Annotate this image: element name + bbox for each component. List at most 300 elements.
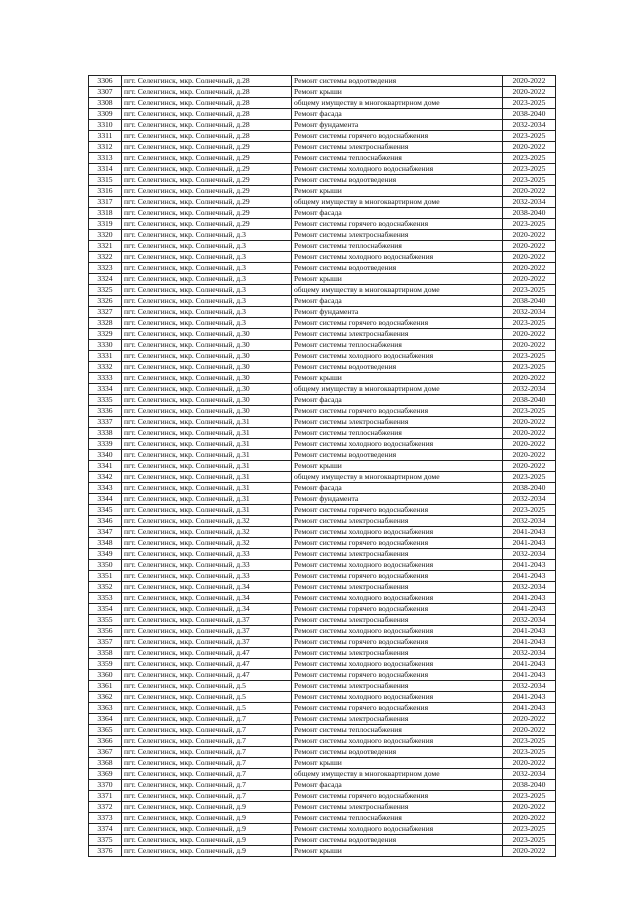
table-row [89, 98, 556, 109]
period-cell: 2020-2022 [503, 252, 556, 263]
work-type-cell: Ремонт системы горячего водоснабжения [292, 318, 503, 329]
work-type-cell: Ремонт системы горячего водоснабжения [292, 406, 503, 417]
row-number-cell: 3307 [89, 87, 122, 98]
row-number-cell: 3372 [89, 802, 122, 813]
work-type-cell: общему имуществу в многоквартирном доме [292, 384, 503, 395]
address-cell: пгт. Селенгинск, мкр. Солнечный, д.28 [122, 109, 292, 120]
address-cell: пгт. Селенгинск, мкр. Солнечный, д.47 [122, 659, 292, 670]
work-type-cell: Ремонт фасада [292, 395, 503, 406]
period-cell: 2020-2022 [503, 758, 556, 769]
table-row [89, 692, 556, 703]
table-row [89, 384, 556, 395]
work-type-cell: Ремонт системы теплоснабжения [292, 725, 503, 736]
table-row [89, 703, 556, 714]
address-cell: пгт. Селенгинск, мкр. Солнечный, д.34 [122, 604, 292, 615]
address-cell: пгт. Селенгинск, мкр. Солнечный, д.3 [122, 230, 292, 241]
work-type-cell: Ремонт системы холодного водоснабжения [292, 252, 503, 263]
work-type-cell: Ремонт системы водоотведения [292, 175, 503, 186]
table-row [89, 802, 556, 813]
address-cell: пгт. Селенгинск, мкр. Солнечный, д.28 [122, 131, 292, 142]
address-cell: пгт. Селенгинск, мкр. Солнечный, д.7 [122, 747, 292, 758]
period-cell: 2032-2034 [503, 549, 556, 560]
row-number-cell: 3356 [89, 626, 122, 637]
row-number-cell: 3349 [89, 549, 122, 560]
address-cell: пгт. Селенгинск, мкр. Солнечный, д.30 [122, 384, 292, 395]
address-cell: пгт. Селенгинск, мкр. Солнечный, д.3 [122, 263, 292, 274]
period-cell: 2041-2043 [503, 626, 556, 637]
period-cell: 2023-2025 [503, 153, 556, 164]
table-row [89, 648, 556, 659]
period-cell: 2023-2025 [503, 505, 556, 516]
table-row [89, 747, 556, 758]
work-type-cell: Ремонт системы горячего водоснабжения [292, 703, 503, 714]
period-cell: 2023-2025 [503, 472, 556, 483]
table-row [89, 197, 556, 208]
table-row [89, 395, 556, 406]
row-number-cell: 3345 [89, 505, 122, 516]
work-type-cell: Ремонт системы теплоснабжения [292, 428, 503, 439]
period-cell: 2020-2022 [503, 450, 556, 461]
row-number-cell: 3352 [89, 582, 122, 593]
address-cell: пгт. Селенгинск, мкр. Солнечный, д.9 [122, 802, 292, 813]
address-cell: пгт. Селенгинск, мкр. Солнечный, д.29 [122, 197, 292, 208]
row-number-cell: 3363 [89, 703, 122, 714]
table-body [89, 76, 556, 857]
row-number-cell: 3370 [89, 780, 122, 791]
period-cell: 2020-2022 [503, 329, 556, 340]
period-cell: 2020-2022 [503, 714, 556, 725]
period-cell: 2023-2025 [503, 98, 556, 109]
work-type-cell: Ремонт системы теплоснабжения [292, 153, 503, 164]
period-cell: 2023-2025 [503, 791, 556, 802]
period-cell: 2020-2022 [503, 802, 556, 813]
work-type-cell: Ремонт крыши [292, 461, 503, 472]
period-cell: 2041-2043 [503, 659, 556, 670]
period-cell: 2038-2040 [503, 208, 556, 219]
period-cell: 2023-2025 [503, 318, 556, 329]
address-cell: пгт. Селенгинск, мкр. Солнечный, д.33 [122, 549, 292, 560]
work-type-cell: Ремонт системы холодного водоснабжения [292, 593, 503, 604]
address-cell: пгт. Селенгинск, мкр. Солнечный, д.3 [122, 274, 292, 285]
address-cell: пгт. Селенгинск, мкр. Солнечный, д.30 [122, 362, 292, 373]
work-type-cell: Ремонт фундамента [292, 307, 503, 318]
table-row [89, 329, 556, 340]
address-cell: пгт. Селенгинск, мкр. Солнечный, д.31 [122, 494, 292, 505]
period-cell: 2032-2034 [503, 384, 556, 395]
period-cell: 2020-2022 [503, 186, 556, 197]
address-cell: пгт. Селенгинск, мкр. Солнечный, д.31 [122, 505, 292, 516]
work-type-cell: Ремонт системы электроснабжения [292, 714, 503, 725]
row-number-cell: 3317 [89, 197, 122, 208]
period-cell: 2020-2022 [503, 417, 556, 428]
period-cell: 2032-2034 [503, 120, 556, 131]
period-cell: 2020-2022 [503, 373, 556, 384]
address-cell: пгт. Селенгинск, мкр. Солнечный, д.5 [122, 703, 292, 714]
row-number-cell: 3313 [89, 153, 122, 164]
period-cell: 2023-2025 [503, 362, 556, 373]
address-cell: пгт. Селенгинск, мкр. Солнечный, д.7 [122, 780, 292, 791]
table-row [89, 604, 556, 615]
period-cell: 2023-2025 [503, 219, 556, 230]
work-type-cell: Ремонт фасада [292, 483, 503, 494]
table-row [89, 791, 556, 802]
address-cell: пгт. Селенгинск, мкр. Солнечный, д.29 [122, 186, 292, 197]
work-type-cell: Ремонт фасада [292, 780, 503, 791]
table-row [89, 615, 556, 626]
work-type-cell: Ремонт системы горячего водоснабжения [292, 538, 503, 549]
row-number-cell: 3328 [89, 318, 122, 329]
period-cell: 2023-2025 [503, 351, 556, 362]
work-type-cell: Ремонт системы холодного водоснабжения [292, 692, 503, 703]
row-number-cell: 3361 [89, 681, 122, 692]
table-row [89, 505, 556, 516]
row-number-cell: 3368 [89, 758, 122, 769]
table-row [89, 824, 556, 835]
period-cell: 2020-2022 [503, 439, 556, 450]
row-number-cell: 3306 [89, 76, 122, 87]
address-cell: пгт. Селенгинск, мкр. Солнечный, д.7 [122, 769, 292, 780]
address-cell: пгт. Селенгинск, мкр. Солнечный, д.7 [122, 725, 292, 736]
work-type-cell: Ремонт системы холодного водоснабжения [292, 824, 503, 835]
period-cell: 2023-2025 [503, 164, 556, 175]
address-cell: пгт. Селенгинск, мкр. Солнечный, д.3 [122, 307, 292, 318]
table-row [89, 285, 556, 296]
table-row [89, 769, 556, 780]
work-type-cell: Ремонт системы холодного водоснабжения [292, 560, 503, 571]
row-number-cell: 3314 [89, 164, 122, 175]
row-number-cell: 3329 [89, 329, 122, 340]
address-cell: пгт. Селенгинск, мкр. Солнечный, д.9 [122, 835, 292, 846]
row-number-cell: 3341 [89, 461, 122, 472]
row-number-cell: 3310 [89, 120, 122, 131]
table-row [89, 560, 556, 571]
period-cell: 2023-2025 [503, 736, 556, 747]
period-cell: 2023-2025 [503, 824, 556, 835]
row-number-cell: 3375 [89, 835, 122, 846]
address-cell: пгт. Селенгинск, мкр. Солнечный, д.34 [122, 582, 292, 593]
row-number-cell: 3326 [89, 296, 122, 307]
row-number-cell: 3336 [89, 406, 122, 417]
address-cell: пгт. Селенгинск, мкр. Солнечный, д.31 [122, 439, 292, 450]
table-row [89, 318, 556, 329]
work-type-cell: Ремонт системы электроснабжения [292, 417, 503, 428]
table-row [89, 637, 556, 648]
work-type-cell: Ремонт системы холодного водоснабжения [292, 439, 503, 450]
table-row [89, 494, 556, 505]
work-type-cell: общему имуществу в многоквартирном доме [292, 769, 503, 780]
work-type-cell: общему имуществу в многоквартирном доме [292, 197, 503, 208]
table-row [89, 76, 556, 87]
table-row [89, 219, 556, 230]
table-row [89, 527, 556, 538]
table-row [89, 483, 556, 494]
address-cell: пгт. Селенгинск, мкр. Солнечный, д.37 [122, 637, 292, 648]
period-cell: 2020-2022 [503, 813, 556, 824]
row-number-cell: 3327 [89, 307, 122, 318]
work-type-cell: Ремонт фундамента [292, 494, 503, 505]
address-cell: пгт. Селенгинск, мкр. Солнечный, д.31 [122, 450, 292, 461]
address-cell: пгт. Селенгинск, мкр. Солнечный, д.28 [122, 120, 292, 131]
row-number-cell: 3343 [89, 483, 122, 494]
address-cell: пгт. Селенгинск, мкр. Солнечный, д.31 [122, 417, 292, 428]
row-number-cell: 3358 [89, 648, 122, 659]
table-row [89, 516, 556, 527]
row-number-cell: 3344 [89, 494, 122, 505]
period-cell: 2020-2022 [503, 461, 556, 472]
work-type-cell: Ремонт системы холодного водоснабжения [292, 351, 503, 362]
work-type-cell: Ремонт системы теплоснабжения [292, 340, 503, 351]
row-number-cell: 3323 [89, 263, 122, 274]
row-number-cell: 3364 [89, 714, 122, 725]
period-cell: 2041-2043 [503, 593, 556, 604]
work-type-cell: Ремонт системы водоотведения [292, 450, 503, 461]
period-cell: 2041-2043 [503, 703, 556, 714]
address-cell: пгт. Селенгинск, мкр. Солнечный, д.29 [122, 142, 292, 153]
address-cell: пгт. Селенгинск, мкр. Солнечный, д.31 [122, 461, 292, 472]
table-row [89, 472, 556, 483]
row-number-cell: 3309 [89, 109, 122, 120]
address-cell: пгт. Селенгинск, мкр. Солнечный, д.3 [122, 252, 292, 263]
period-cell: 2032-2034 [503, 648, 556, 659]
row-number-cell: 3366 [89, 736, 122, 747]
address-cell: пгт. Селенгинск, мкр. Солнечный, д.28 [122, 98, 292, 109]
work-type-cell: Ремонт системы электроснабжения [292, 230, 503, 241]
work-type-cell: Ремонт крыши [292, 846, 503, 857]
table-row [89, 362, 556, 373]
table-row [89, 307, 556, 318]
row-number-cell: 3334 [89, 384, 122, 395]
row-number-cell: 3325 [89, 285, 122, 296]
address-cell: пгт. Селенгинск, мкр. Солнечный, д.29 [122, 219, 292, 230]
period-cell: 2041-2043 [503, 670, 556, 681]
work-type-cell: общему имуществу в многоквартирном доме [292, 285, 503, 296]
row-number-cell: 3362 [89, 692, 122, 703]
table-row [89, 428, 556, 439]
period-cell: 2041-2043 [503, 604, 556, 615]
row-number-cell: 3355 [89, 615, 122, 626]
work-type-cell: Ремонт системы горячего водоснабжения [292, 131, 503, 142]
row-number-cell: 3369 [89, 769, 122, 780]
period-cell: 2038-2040 [503, 109, 556, 120]
table-row [89, 835, 556, 846]
row-number-cell: 3331 [89, 351, 122, 362]
row-number-cell: 3333 [89, 373, 122, 384]
period-cell: 2032-2034 [503, 516, 556, 527]
table-row [89, 461, 556, 472]
row-number-cell: 3335 [89, 395, 122, 406]
address-cell: пгт. Селенгинск, мкр. Солнечный, д.32 [122, 538, 292, 549]
table-row [89, 670, 556, 681]
table-row [89, 450, 556, 461]
period-cell: 2020-2022 [503, 241, 556, 252]
period-cell: 2020-2022 [503, 230, 556, 241]
address-cell: пгт. Селенгинск, мкр. Солнечный, д.30 [122, 351, 292, 362]
work-type-cell: Ремонт системы холодного водоснабжения [292, 626, 503, 637]
work-type-cell: Ремонт системы электроснабжения [292, 582, 503, 593]
table-row [89, 736, 556, 747]
period-cell: 2023-2025 [503, 285, 556, 296]
row-number-cell: 3339 [89, 439, 122, 450]
address-cell: пгт. Селенгинск, мкр. Солнечный, д.3 [122, 241, 292, 252]
period-cell: 2023-2025 [503, 835, 556, 846]
period-cell: 2020-2022 [503, 87, 556, 98]
table-row [89, 274, 556, 285]
table-row [89, 230, 556, 241]
table-row [89, 131, 556, 142]
address-cell: пгт. Селенгинск, мкр. Солнечный, д.32 [122, 527, 292, 538]
work-type-cell: Ремонт системы электроснабжения [292, 802, 503, 813]
address-cell: пгт. Селенгинск, мкр. Солнечный, д.9 [122, 813, 292, 824]
work-type-cell: Ремонт системы горячего водоснабжения [292, 670, 503, 681]
table-row [89, 538, 556, 549]
work-type-cell: Ремонт системы теплоснабжения [292, 241, 503, 252]
table-row [89, 626, 556, 637]
work-type-cell: Ремонт системы горячего водоснабжения [292, 505, 503, 516]
row-number-cell: 3332 [89, 362, 122, 373]
period-cell: 2032-2034 [503, 307, 556, 318]
work-type-cell: Ремонт системы водоотведения [292, 362, 503, 373]
row-number-cell: 3319 [89, 219, 122, 230]
address-cell: пгт. Селенгинск, мкр. Солнечный, д.31 [122, 483, 292, 494]
address-cell: пгт. Селенгинск, мкр. Солнечный, д.3 [122, 296, 292, 307]
period-cell: 2020-2022 [503, 428, 556, 439]
row-number-cell: 3359 [89, 659, 122, 670]
address-cell: пгт. Селенгинск, мкр. Солнечный, д.9 [122, 846, 292, 857]
row-number-cell: 3316 [89, 186, 122, 197]
period-cell: 2038-2040 [503, 296, 556, 307]
row-number-cell: 3308 [89, 98, 122, 109]
period-cell: 2020-2022 [503, 725, 556, 736]
work-type-cell: Ремонт системы электроснабжения [292, 615, 503, 626]
address-cell: пгт. Селенгинск, мкр. Солнечный, д.30 [122, 329, 292, 340]
row-number-cell: 3360 [89, 670, 122, 681]
period-cell: 2041-2043 [503, 571, 556, 582]
table-row [89, 87, 556, 98]
row-number-cell: 3357 [89, 637, 122, 648]
work-type-cell: Ремонт крыши [292, 186, 503, 197]
repair-schedule-table [88, 75, 556, 857]
work-type-cell: общему имуществу в многоквартирном доме [292, 98, 503, 109]
row-number-cell: 3321 [89, 241, 122, 252]
period-cell: 2020-2022 [503, 846, 556, 857]
work-type-cell: Ремонт крыши [292, 373, 503, 384]
work-type-cell: Ремонт системы холодного водоснабжения [292, 659, 503, 670]
period-cell: 2020-2022 [503, 263, 556, 274]
work-type-cell: Ремонт системы электроснабжения [292, 549, 503, 560]
row-number-cell: 3337 [89, 417, 122, 428]
period-cell: 2023-2025 [503, 747, 556, 758]
row-number-cell: 3350 [89, 560, 122, 571]
period-cell: 2038-2040 [503, 483, 556, 494]
row-number-cell: 3365 [89, 725, 122, 736]
table-row [89, 340, 556, 351]
table-row [89, 373, 556, 384]
period-cell: 2041-2043 [503, 692, 556, 703]
address-cell: пгт. Селенгинск, мкр. Солнечный, д.37 [122, 626, 292, 637]
table-row [89, 593, 556, 604]
address-cell: пгт. Селенгинск, мкр. Солнечный, д.47 [122, 648, 292, 659]
work-type-cell: Ремонт системы горячего водоснабжения [292, 637, 503, 648]
row-number-cell: 3342 [89, 472, 122, 483]
row-number-cell: 3374 [89, 824, 122, 835]
row-number-cell: 3373 [89, 813, 122, 824]
address-cell: пгт. Селенгинск, мкр. Солнечный, д.32 [122, 516, 292, 527]
table-row [89, 846, 556, 857]
period-cell: 2020-2022 [503, 340, 556, 351]
table-row [89, 252, 556, 263]
address-cell: пгт. Селенгинск, мкр. Солнечный, д.7 [122, 714, 292, 725]
table-row [89, 153, 556, 164]
table-row [89, 582, 556, 593]
work-type-cell: Ремонт системы холодного водоснабжения [292, 736, 503, 747]
period-cell: 2032-2034 [503, 582, 556, 593]
table-row [89, 296, 556, 307]
period-cell: 2032-2034 [503, 197, 556, 208]
work-type-cell: Ремонт фасада [292, 109, 503, 120]
work-type-cell: Ремонт системы холодного водоснабжения [292, 164, 503, 175]
period-cell: 2032-2034 [503, 769, 556, 780]
work-type-cell: Ремонт крыши [292, 758, 503, 769]
address-cell: пгт. Селенгинск, мкр. Солнечный, д.34 [122, 593, 292, 604]
table-row [89, 186, 556, 197]
table-row [89, 681, 556, 692]
address-cell: пгт. Селенгинск, мкр. Солнечный, д.29 [122, 208, 292, 219]
period-cell: 2023-2025 [503, 406, 556, 417]
work-type-cell: Ремонт системы горячего водоснабжения [292, 571, 503, 582]
address-cell: пгт. Селенгинск, мкр. Солнечный, д.33 [122, 560, 292, 571]
row-number-cell: 3376 [89, 846, 122, 857]
work-type-cell: Ремонт системы электроснабжения [292, 648, 503, 659]
address-cell: пгт. Селенгинск, мкр. Солнечный, д.9 [122, 824, 292, 835]
row-number-cell: 3330 [89, 340, 122, 351]
period-cell: 2023-2025 [503, 131, 556, 142]
address-cell: пгт. Селенгинск, мкр. Солнечный, д.29 [122, 175, 292, 186]
table-row [89, 208, 556, 219]
work-type-cell: Ремонт системы электроснабжения [292, 681, 503, 692]
address-cell: пгт. Селенгинск, мкр. Солнечный, д.7 [122, 791, 292, 802]
work-type-cell: Ремонт системы теплоснабжения [292, 813, 503, 824]
address-cell: пгт. Селенгинск, мкр. Солнечный, д.37 [122, 615, 292, 626]
table-row [89, 175, 556, 186]
work-type-cell: Ремонт системы горячего водоснабжения [292, 791, 503, 802]
period-cell: 2038-2040 [503, 780, 556, 791]
row-number-cell: 3351 [89, 571, 122, 582]
row-number-cell: 3340 [89, 450, 122, 461]
period-cell: 2041-2043 [503, 560, 556, 571]
address-cell: пгт. Селенгинск, мкр. Солнечный, д.30 [122, 340, 292, 351]
address-cell: пгт. Селенгинск, мкр. Солнечный, д.3 [122, 285, 292, 296]
period-cell: 2020-2022 [503, 142, 556, 153]
table-row [89, 714, 556, 725]
work-type-cell: Ремонт системы водоотведения [292, 835, 503, 846]
row-number-cell: 3354 [89, 604, 122, 615]
period-cell: 2041-2043 [503, 538, 556, 549]
row-number-cell: 3320 [89, 230, 122, 241]
period-cell: 2041-2043 [503, 637, 556, 648]
table-row [89, 351, 556, 362]
address-cell: пгт. Селенгинск, мкр. Солнечный, д.33 [122, 571, 292, 582]
row-number-cell: 3338 [89, 428, 122, 439]
row-number-cell: 3348 [89, 538, 122, 549]
period-cell: 2032-2034 [503, 681, 556, 692]
table-row [89, 164, 556, 175]
period-cell: 2032-2034 [503, 615, 556, 626]
work-type-cell: Ремонт системы электроснабжения [292, 329, 503, 340]
row-number-cell: 3346 [89, 516, 122, 527]
table-row [89, 417, 556, 428]
period-cell: 2038-2040 [503, 395, 556, 406]
address-cell: пгт. Селенгинск, мкр. Солнечный, д.30 [122, 395, 292, 406]
